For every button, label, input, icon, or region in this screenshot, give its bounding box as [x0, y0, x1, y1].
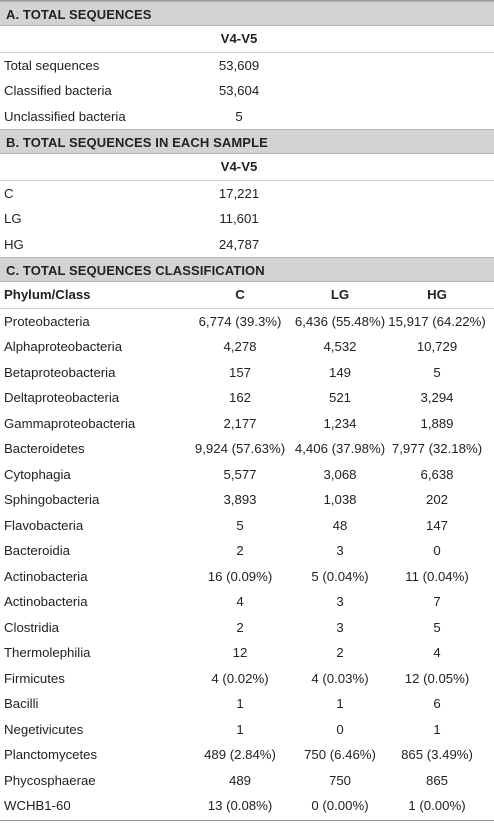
- cell-hg: 202: [425, 492, 448, 507]
- row-label: Bacteroidia: [4, 543, 70, 558]
- row-label: Unclassified bacteria: [4, 108, 126, 124]
- section-b-header: B. TOTAL SEQUENCES IN EACH SAMPLE: [0, 129, 494, 154]
- cell-c: 1: [236, 696, 244, 711]
- row-label: WCHB1-60: [4, 798, 71, 813]
- row-label: Negetivicutes: [4, 721, 84, 737]
- cell-c: 162: [228, 390, 251, 405]
- section-c-header-hg: HG: [427, 287, 447, 302]
- cell-lg: 1,038: [323, 492, 357, 507]
- cell-hg: 15,917 (64.22%): [388, 313, 486, 329]
- cell-lg: 0 (0.00%): [311, 798, 369, 813]
- row-label: HG: [4, 236, 24, 252]
- row-label: Cytophagia: [4, 466, 71, 482]
- table-row: [0, 487, 494, 513]
- table-row: [0, 309, 494, 335]
- row-value: 53,604: [218, 83, 260, 98]
- cell-hg: 10,729: [416, 339, 458, 354]
- row-label: Sphingobacteria: [4, 492, 100, 507]
- cell-c: 2: [236, 619, 244, 635]
- section-c-column-header-row: [0, 282, 494, 309]
- cell-hg: 6: [433, 696, 441, 711]
- section-a-column-header-row: [0, 26, 494, 53]
- cell-lg: 4,532: [323, 339, 357, 354]
- cell-lg: 3: [336, 619, 344, 635]
- cell-hg: 4: [433, 645, 441, 660]
- cell-hg: 1,889: [420, 415, 454, 431]
- cell-lg: 5 (0.04%): [311, 568, 369, 584]
- table-row: [0, 640, 494, 666]
- cell-hg: 12 (0.05%): [404, 670, 470, 686]
- cell-c: 4,278: [223, 339, 257, 354]
- row-label: Alphaproteobacteria: [4, 339, 123, 354]
- table-row: [0, 538, 494, 564]
- cell-lg: 3: [336, 543, 344, 558]
- row-value: 53,609: [218, 57, 260, 73]
- cell-lg: 4 (0.03%): [311, 670, 369, 686]
- row-label: Gammaproteobacteria: [4, 415, 136, 431]
- section-a-column-header: V4-V5: [220, 31, 258, 46]
- cell-c: 3,893: [223, 492, 257, 507]
- row-label: Betaproteobacteria: [4, 364, 116, 380]
- cell-lg: 3,068: [323, 466, 357, 482]
- cell-hg: 865 (3.49%): [401, 747, 473, 762]
- cell-c: 16 (0.09%): [207, 568, 273, 584]
- cell-c: 157: [228, 364, 251, 380]
- section-c-header: C. TOTAL SEQUENCES CLASSIFICATION: [0, 257, 494, 282]
- cell-hg: 5: [433, 364, 441, 380]
- row-label: Proteobacteria: [4, 313, 90, 329]
- cell-c: 2: [236, 543, 244, 558]
- row-label: C: [4, 185, 14, 201]
- table-row: [0, 104, 494, 130]
- cell-lg: 4,406 (37.98%): [294, 441, 386, 456]
- table-row: [0, 385, 494, 411]
- section-a-header: A. TOTAL SEQUENCES: [0, 1, 494, 26]
- cell-hg: 5: [433, 619, 441, 635]
- cell-lg: 48: [332, 517, 348, 533]
- table-row: [0, 793, 494, 819]
- table-row: [0, 564, 494, 590]
- cell-hg: 1: [433, 721, 441, 737]
- row-label: LG: [4, 211, 22, 226]
- section-c-header-lg: LG: [330, 287, 350, 302]
- table-row: [0, 53, 494, 79]
- cell-hg: 11 (0.04%): [405, 568, 469, 584]
- table-row: [0, 666, 494, 692]
- table-row: [0, 206, 494, 232]
- cell-lg: 6,436 (55.48%): [294, 313, 386, 329]
- cell-c: 6,774 (39.3%): [198, 313, 282, 329]
- table-row: [0, 691, 494, 717]
- row-label: Bacteroidetes: [4, 441, 85, 456]
- cell-lg: 521: [328, 390, 351, 405]
- table-row: [0, 615, 494, 641]
- table-bottom-border: [0, 820, 494, 821]
- row-label: Thermolephilia: [4, 645, 91, 660]
- table-row: [0, 462, 494, 488]
- table-row: [0, 411, 494, 437]
- section-a-rows: [0, 53, 494, 130]
- cell-lg: 3: [336, 594, 344, 609]
- table-row: [0, 360, 494, 386]
- row-label: Clostridia: [4, 619, 59, 635]
- row-value: 5: [235, 108, 243, 124]
- table-row: [0, 334, 494, 360]
- table-row: [0, 513, 494, 539]
- cell-c: 5: [236, 517, 244, 533]
- section-c-header-c: C: [235, 287, 245, 302]
- row-label: Deltaproteobacteria: [4, 390, 120, 405]
- row-label: Actinobacteria: [4, 594, 88, 609]
- row-label: Phycosphaerae: [4, 772, 96, 788]
- table-row: [0, 717, 494, 743]
- cell-lg: 0: [336, 721, 344, 737]
- table-row: [0, 589, 494, 615]
- section-b-column-header-row: [0, 154, 494, 181]
- cell-hg: 6,638: [420, 466, 454, 482]
- cell-lg: 1,234: [323, 415, 357, 431]
- row-label: Total sequences: [4, 57, 100, 73]
- table-row: [0, 742, 494, 768]
- cell-c: 12: [232, 645, 248, 660]
- cell-c: 489 (2.84%): [204, 747, 276, 762]
- cell-hg: 147: [425, 517, 448, 533]
- section-b-column-header: V4-V5: [220, 159, 258, 174]
- table-row: [0, 78, 494, 104]
- cell-hg: 0: [433, 543, 441, 558]
- row-label: Bacilli: [4, 696, 39, 711]
- table-row: [0, 181, 494, 207]
- row-value: 24,787: [218, 236, 260, 252]
- table-row: [0, 768, 494, 794]
- cell-hg: 3,294: [420, 390, 454, 405]
- cell-lg: 750 (6.46%): [304, 747, 376, 762]
- section-c-rows: [0, 309, 494, 819]
- cell-lg: 149: [328, 364, 351, 380]
- cell-c: 1: [236, 721, 244, 737]
- cell-c: 489: [228, 772, 251, 788]
- table-row: [0, 436, 494, 462]
- table-row: [0, 232, 494, 258]
- row-label: Classified bacteria: [4, 83, 112, 98]
- cell-c: 4: [236, 594, 244, 609]
- cell-c: 13 (0.08%): [207, 798, 273, 813]
- cell-lg: 750: [328, 772, 351, 788]
- cell-lg: 1: [336, 696, 344, 711]
- cell-lg: 2: [336, 645, 344, 660]
- cell-c: 4 (0.02%): [211, 670, 269, 686]
- row-value: 17,221: [218, 185, 260, 201]
- cell-hg: 865: [425, 772, 448, 788]
- cell-c: 9,924 (57.63%): [194, 441, 286, 456]
- cell-hg: 7: [433, 594, 441, 609]
- row-value: 11,601: [219, 211, 259, 226]
- row-label: Actinobacteria: [4, 568, 88, 584]
- section-b-rows: [0, 181, 494, 258]
- row-label: Flavobacteria: [4, 517, 84, 533]
- cell-c: 5,577: [223, 466, 257, 482]
- cell-hg: 1 (0.00%): [408, 798, 466, 813]
- cell-hg: 7,977 (32.18%): [391, 441, 483, 456]
- row-label: Planctomycetes: [4, 747, 98, 762]
- section-c-header-phylum: Phylum/Class: [4, 287, 91, 302]
- cell-c: 2,177: [223, 415, 257, 431]
- row-label: Firmicutes: [4, 670, 65, 686]
